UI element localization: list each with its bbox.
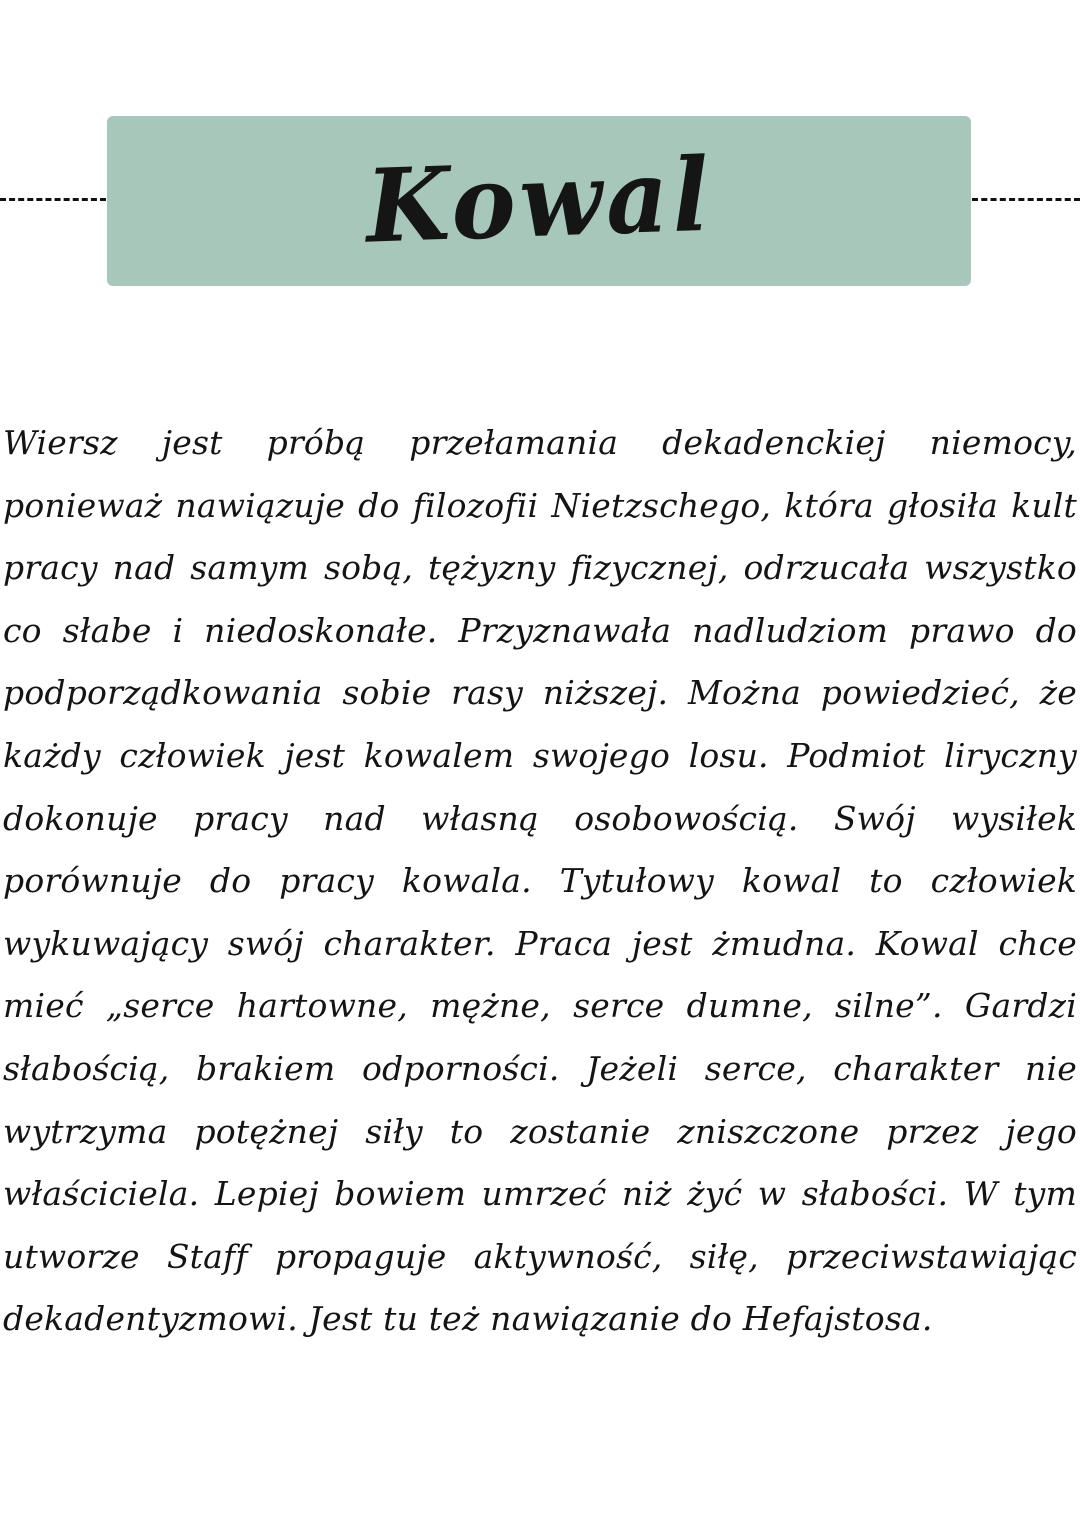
- title-banner: [107, 116, 971, 286]
- page-title: Kowal: [363, 135, 715, 266]
- left-dashed-divider: [0, 198, 106, 201]
- body-paragraph: Wiersz jest próbą przełamania dekadenckiej niemocy, ponieważ nawiązuje do filozofii Nietzschego, która głosiła kult pracy nad samym sobą, tężyzny fizycznej, odrzucała wszystko co słabe i niedoskonałe. Przyznawała nadludziom prawo do podporządkowania sobie rasy niższej. Można powiedzieć, że każdy człowiek jest kowalem swojego losu. Podmiot liryczny dokonuje pracy nad własną osobowością. Swój wysiłek porównuje do pracy kowala. Tytułowy kowal to człowiek wykuwający swój charakter. Praca jest żmudna. Kowal chce mieć „serce hartowne, mężne, serce dumne, silne”. Gardzi słabością, brakiem odporności. Jeżeli serce, charakter nie wytrzyma potężnej siły to zostanie zniszczone przez jego właściciela. Lepiej bowiem umrzeć niż żyć w słabości. W tym utworze Staff propaguje aktywność, siłę, przeciwstawiając dekadentyzmowi. Jest tu też nawiązanie do Hefajstosa.: [3, 423, 1077, 1339]
- right-dashed-divider: [972, 198, 1080, 201]
